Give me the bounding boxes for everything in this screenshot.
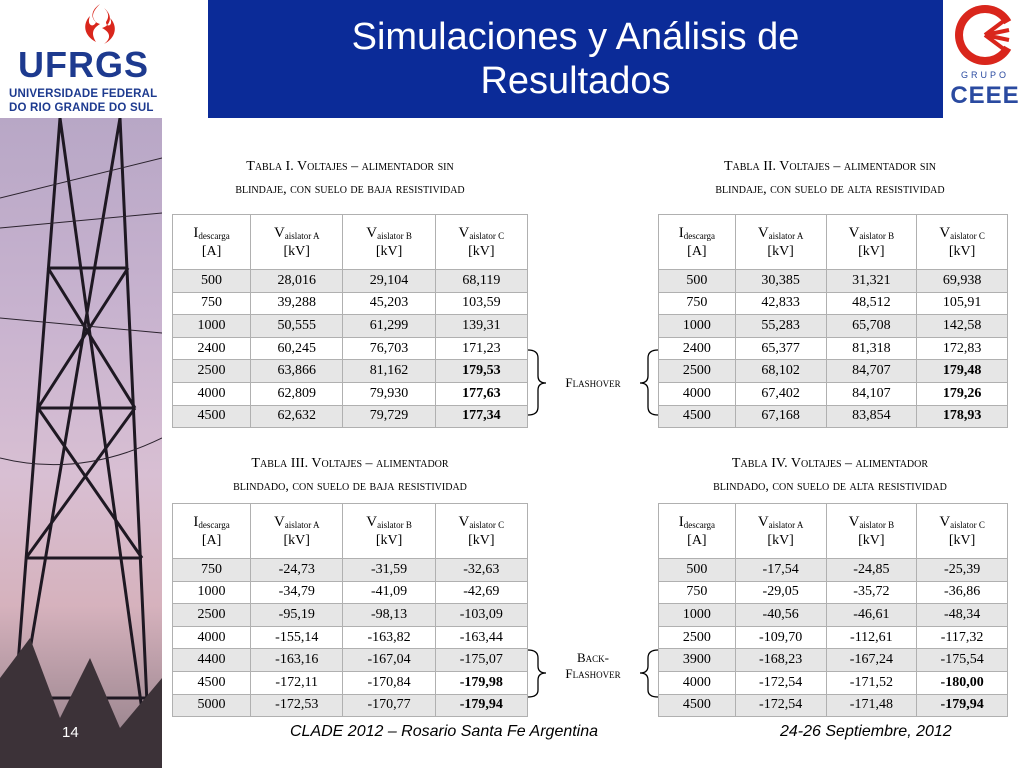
back-flashover-label-line1: Back-	[576, 650, 609, 665]
header-subscript: aislator C	[950, 519, 985, 530]
table-cell: -170,77	[343, 694, 435, 717]
header-unit: [A]	[687, 532, 707, 548]
table-cell: -103,09	[435, 604, 527, 627]
table-cell: -29,05	[735, 581, 826, 604]
header-symbol: I	[193, 513, 199, 530]
table-cell: 4500	[173, 405, 251, 428]
table-cell: 45,203	[343, 292, 435, 315]
table-cell: 79,930	[343, 382, 435, 405]
header-symbol: V	[848, 513, 860, 530]
table-cell: -34,79	[251, 581, 343, 604]
table-cell: -40,56	[735, 604, 826, 627]
header-subscript: aislator A	[284, 230, 320, 241]
table-cell: 1000	[173, 581, 251, 604]
table-cell: 84,707	[826, 360, 917, 383]
table-cell: 4000	[173, 382, 251, 405]
header-unit: [kV]	[858, 243, 885, 259]
table-cell: 60,245	[251, 337, 343, 360]
table-cell: -17,54	[735, 559, 826, 582]
table-cell: 42,833	[735, 292, 826, 315]
table-cell: 4000	[659, 671, 736, 694]
header-symbol: V	[273, 513, 285, 530]
table-cell: 39,288	[251, 292, 343, 315]
table1-caption-line2: blindaje, con suelo de baja resistividad	[235, 182, 465, 197]
table-cell: 2500	[659, 360, 736, 383]
table-cell: 177,63	[435, 382, 527, 405]
table-cell: -168,23	[735, 649, 826, 672]
table-cell: 4500	[659, 405, 736, 428]
back-flashover-label	[548, 650, 638, 682]
table-cell: -172,54	[735, 694, 826, 717]
table-cell: 84,107	[826, 382, 917, 405]
header-unit: [kV]	[858, 532, 885, 548]
header-unit: [A]	[201, 532, 222, 548]
table-cell: 178,93	[917, 405, 1008, 428]
header-symbol: I	[678, 513, 684, 530]
header-unit: [kV]	[283, 243, 310, 259]
table-cell: 105,91	[917, 292, 1008, 315]
header-unit: [kV]	[767, 532, 794, 548]
back-flashover-label-line2: Flashover	[565, 666, 621, 681]
header-symbol: V	[273, 224, 285, 241]
table-cell: 50,555	[251, 315, 343, 338]
header-unit: [kV]	[948, 243, 976, 259]
table-cell: 179,48	[917, 360, 1008, 383]
header-subscript: descarga	[683, 519, 716, 530]
table-cell: -117,32	[917, 626, 1008, 649]
table-cell: -31,59	[343, 559, 435, 582]
table-cell: -48,34	[917, 604, 1008, 627]
header-subscript: aislator A	[768, 519, 804, 530]
header-symbol: V	[939, 224, 951, 241]
table-cell: -163,44	[435, 626, 527, 649]
table-cell: 2500	[173, 604, 251, 627]
ceee-wordmark: CEEE	[950, 82, 1020, 109]
header-unit: [kV]	[767, 243, 794, 259]
table-cell: 30,385	[735, 270, 826, 293]
table-cell: 65,377	[735, 337, 826, 360]
table-cell: -179,98	[435, 671, 527, 694]
table2-caption-line2: blindaje, con suelo de alta resistividad	[715, 182, 945, 197]
ufrgs-subtitle-line1: UNIVERSIDADE FEDERAL	[9, 88, 158, 100]
flashover-label: Flashover	[565, 375, 621, 390]
header-subscript: descarga	[683, 230, 716, 241]
table-cell: -179,94	[917, 694, 1008, 717]
table-cell: -167,24	[826, 649, 917, 672]
header-unit: [A]	[201, 243, 222, 259]
table-cell: 79,729	[343, 405, 435, 428]
table-cell: 48,512	[826, 292, 917, 315]
table-cell: 500	[173, 270, 251, 293]
table-cell: 69,938	[917, 270, 1008, 293]
slide-number: 14	[62, 724, 79, 741]
table-cell: 83,854	[826, 405, 917, 428]
table-cell: 500	[659, 559, 736, 582]
table-cell: -25,39	[917, 559, 1008, 582]
table-cell: 65,708	[826, 315, 917, 338]
header-subscript: aislator C	[469, 519, 505, 530]
table-cell: 67,402	[735, 382, 826, 405]
header-subscript: descarga	[198, 519, 230, 530]
table-cell: -175,54	[917, 649, 1008, 672]
table-cell: 31,321	[826, 270, 917, 293]
back-flashover-brace-left	[528, 650, 546, 697]
header-symbol: I	[678, 224, 684, 241]
header-symbol: V	[458, 224, 470, 241]
table-cell: -170,84	[343, 671, 435, 694]
table-cell: 4000	[659, 382, 736, 405]
table-cell: 29,104	[343, 270, 435, 293]
header-symbol: V	[458, 513, 470, 530]
table-cell: 2400	[659, 337, 736, 360]
table-cell: 81,318	[826, 337, 917, 360]
ceee-grupo-label: GRUPO	[960, 70, 1009, 80]
table-cell: -172,54	[735, 671, 826, 694]
table-cell: -172,53	[251, 694, 343, 717]
slide-title-line1: Simulaciones y Análisis de	[351, 16, 800, 58]
table-cell: 61,299	[343, 315, 435, 338]
flashover-brace-right	[640, 350, 658, 415]
table-cell: 4500	[173, 671, 251, 694]
table-cell: 179,26	[917, 382, 1008, 405]
table-cell: 62,809	[251, 382, 343, 405]
header-unit: [kV]	[468, 532, 495, 548]
table-cell: 179,53	[435, 360, 527, 383]
table-cell: 177,34	[435, 405, 527, 428]
back-flashover-brace-right	[640, 650, 658, 697]
ufrgs-subtitle-line2: DO RIO GRANDE DO SUL	[9, 102, 154, 114]
table-cell: 76,703	[343, 337, 435, 360]
table-cell: 2500	[659, 626, 736, 649]
table-cell: 5000	[173, 694, 251, 717]
table4-caption-line1: Tabla IV. Voltajes – alimentador	[731, 456, 929, 471]
table-cell: -180,00	[917, 671, 1008, 694]
table-cell: -172,11	[251, 671, 343, 694]
header-subscript: aislator A	[768, 230, 804, 241]
table-cell: -95,19	[251, 604, 343, 627]
header-symbol: V	[939, 513, 951, 530]
table-cell: -167,04	[343, 649, 435, 672]
ufrgs-wordmark: UFRGS	[18, 44, 149, 85]
table-cell: 28,016	[251, 270, 343, 293]
header-unit: [kV]	[375, 532, 403, 548]
table-cell: -112,61	[826, 626, 917, 649]
table-cell: -24,73	[251, 559, 343, 582]
conference-date: 24-26 Septiembre, 2012	[780, 723, 952, 740]
header-subscript: aislator C	[950, 230, 985, 241]
table-cell: -98,13	[343, 604, 435, 627]
header-unit: [kV]	[283, 532, 310, 548]
table-cell: -35,72	[826, 581, 917, 604]
table-cell: 139,31	[435, 315, 527, 338]
table-cell: 81,162	[343, 360, 435, 383]
table-cell: 103,59	[435, 292, 527, 315]
header-symbol: V	[848, 224, 860, 241]
table-cell: -155,14	[251, 626, 343, 649]
header-unit: [kV]	[468, 243, 495, 259]
table3-caption-line1: Tabla III. Voltajes – alimentador	[251, 456, 449, 471]
table-cell: 750	[173, 292, 251, 315]
table-cell: 4400	[173, 649, 251, 672]
table-cell: -24,85	[826, 559, 917, 582]
conference-label: CLADE 2012 – Rosario Santa Fe Argentina	[290, 723, 599, 740]
header-subscript: aislator B	[377, 519, 412, 530]
slide-title-line2: Resultados	[480, 60, 671, 102]
table-cell: -42,69	[435, 581, 527, 604]
table4-caption-line2: blindado, con suelo de alta resistividad	[713, 479, 947, 494]
table-cell: 750	[659, 292, 736, 315]
table-cell: 1000	[173, 315, 251, 338]
table-cell: 750	[659, 581, 736, 604]
table-cell: 55,283	[735, 315, 826, 338]
table-cell: 171,23	[435, 337, 527, 360]
table-cell: -163,16	[251, 649, 343, 672]
header-subscript: aislator A	[284, 519, 320, 530]
header-symbol: V	[757, 224, 769, 241]
table-cell: -163,82	[343, 626, 435, 649]
flashover-brace-left	[528, 350, 546, 415]
table-cell: 142,58	[917, 315, 1008, 338]
header-subscript: aislator B	[859, 519, 895, 530]
table-cell: 68,119	[435, 270, 527, 293]
header-subscript: aislator B	[859, 230, 895, 241]
table-cell: 2500	[173, 360, 251, 383]
header-symbol: V	[757, 513, 769, 530]
table-cell: 4500	[659, 694, 736, 717]
table-cell: 750	[173, 559, 251, 582]
table-cell: 1000	[659, 604, 736, 627]
table-cell: 68,102	[735, 360, 826, 383]
table-cell: 3900	[659, 649, 736, 672]
header-unit: [A]	[687, 243, 707, 259]
header-symbol: V	[366, 513, 378, 530]
table-cell: 172,83	[917, 337, 1008, 360]
table-cell: 500	[659, 270, 736, 293]
table2-caption-line1: Tabla II. Voltajes – alimentador sin	[723, 159, 937, 174]
table-cell: -171,48	[826, 694, 917, 717]
header-subscript: aislator C	[469, 230, 505, 241]
table-cell: -179,94	[435, 694, 527, 717]
table-cell: -175,07	[435, 649, 527, 672]
table-cell: 2400	[173, 337, 251, 360]
table-cell: 63,866	[251, 360, 343, 383]
table-cell: -36,86	[917, 581, 1008, 604]
table-cell: 4000	[173, 626, 251, 649]
table-cell: 67,168	[735, 405, 826, 428]
table-cell: -171,52	[826, 671, 917, 694]
table1-caption-line1: Tabla I. Voltajes – alimentador sin	[246, 159, 454, 174]
header-unit: [kV]	[375, 243, 403, 259]
header-subscript: aislator B	[377, 230, 412, 241]
header-symbol: I	[193, 224, 199, 241]
table-cell: 1000	[659, 315, 736, 338]
header-symbol: V	[366, 224, 378, 241]
table3-caption-line2: blindado, con suelo de baja resistividad	[233, 479, 467, 494]
table-cell: -41,09	[343, 581, 435, 604]
table-cell: -46,61	[826, 604, 917, 627]
header-subscript: descarga	[198, 230, 230, 241]
table-cell: 62,632	[251, 405, 343, 428]
table-cell: -109,70	[735, 626, 826, 649]
table-cell: -32,63	[435, 559, 527, 582]
header-unit: [kV]	[948, 532, 976, 548]
